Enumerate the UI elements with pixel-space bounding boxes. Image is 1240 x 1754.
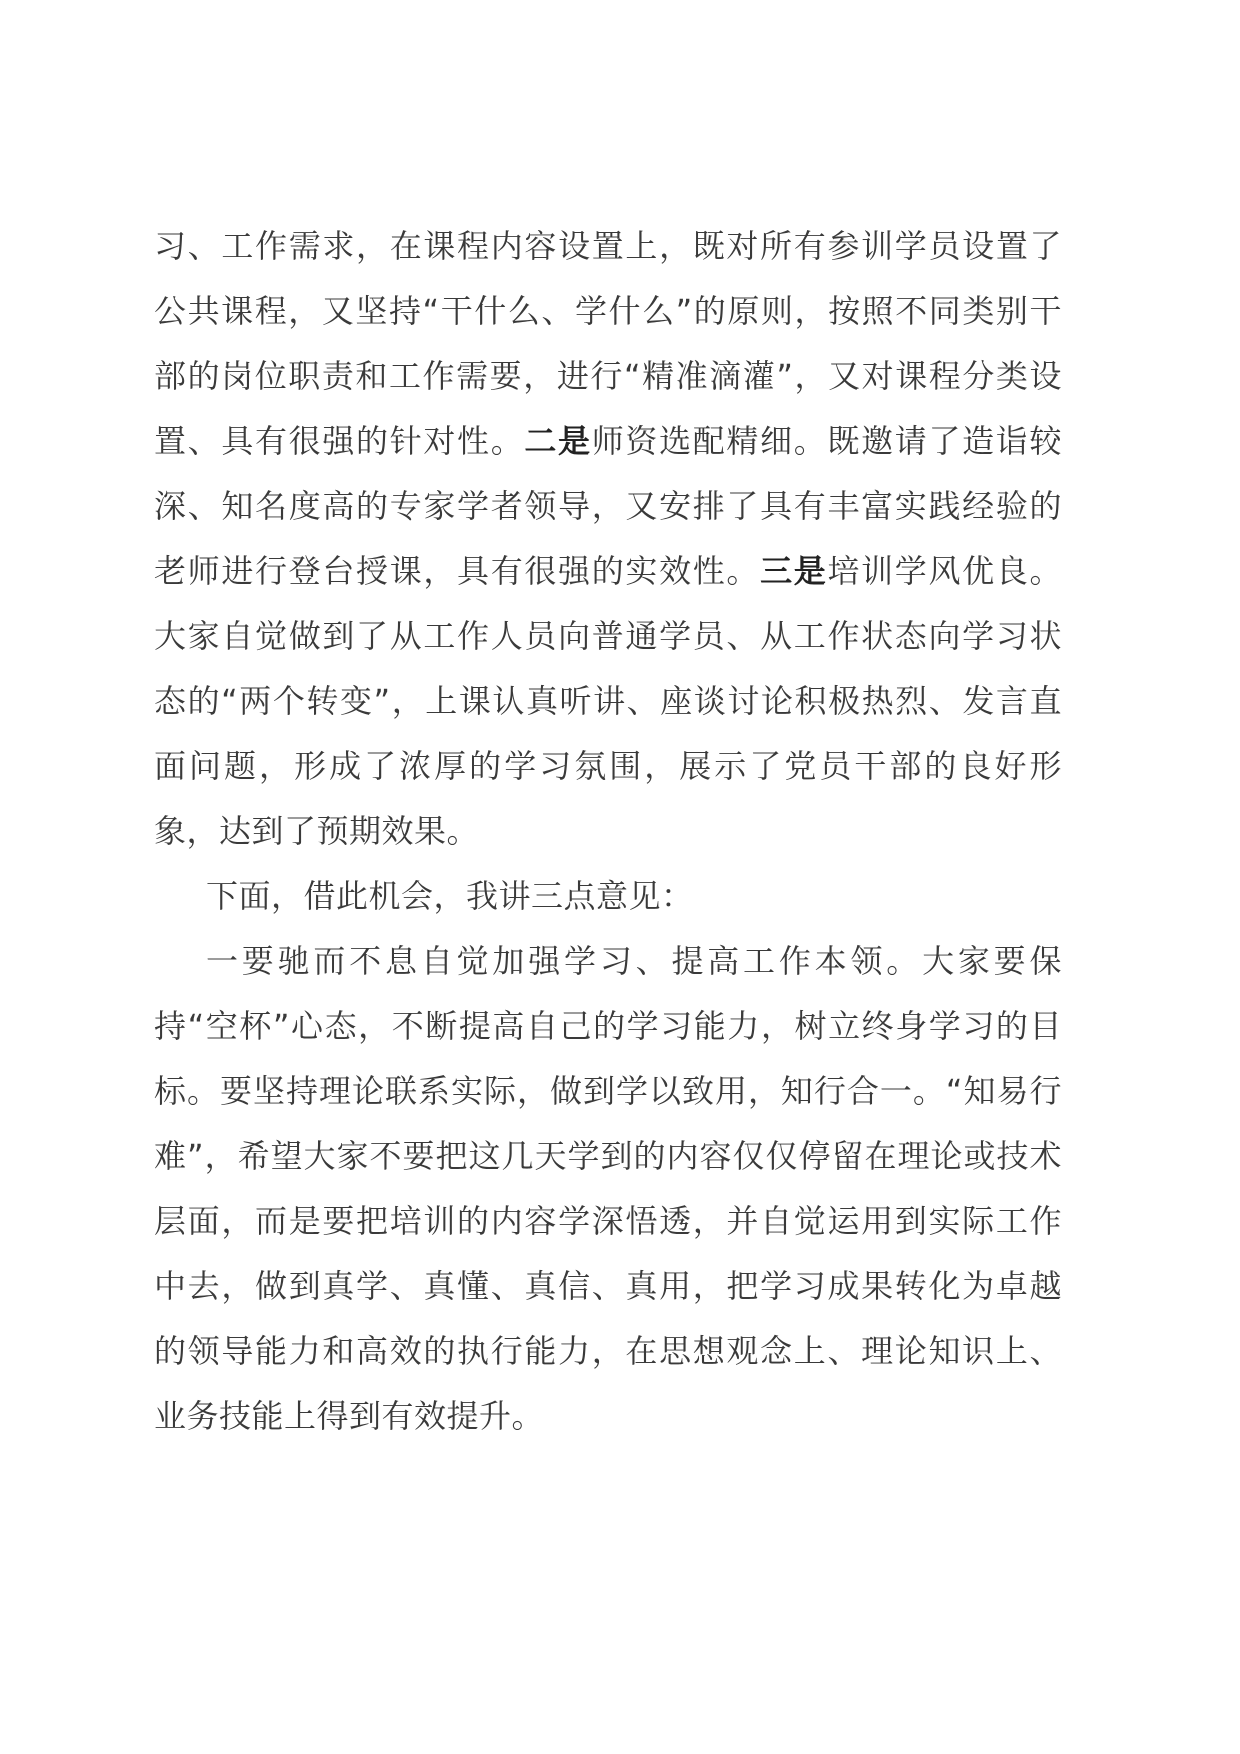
body-text <box>154 214 1062 1449</box>
bold-marker-third: 三是 <box>760 552 828 590</box>
paragraph-intro-opinions: 下面，借此机会，我讲三点意见： <box>206 877 694 915</box>
paragraph-training-review <box>154 214 1062 864</box>
text-segment: 培训学风优良。大家自觉做到了从工作人员向普通学员、从工作状态向学习状态的“两个转变”，上课认真听讲、座谈讨论积极热烈、发言直面问题，形成了浓厚的学习氛围，展示了党员干部的良好形象，达到了预期效果。 <box>154 552 1062 850</box>
text-segment: 师资选配精细。既邀请了造诣较深、知名度高的专家学者领导，又安排了具有丰富实践经验的老师进行登台授课，具有很强的实效性。 <box>154 422 1062 590</box>
text-segment: 习、工作需求，在课程内容设置上，既对所有参训学员设置了公共课程，又坚持“干什么、学什么”的原则，按照不同类别干部的岗位职责和工作需要，进行“精准滴灌”，又对课程分类设置、具有很强的针对性。 <box>154 227 1062 460</box>
bold-marker-second: 二是 <box>524 422 592 460</box>
paragraph-opinion-one: 一要驰而不息自觉加强学习、提高工作本领。大家要保持“空杯”心态，不断提高自己的学习能力，树立终身学习的目标。要坚持理论联系实际，做到学以致用，知行合一。“知易行难”，希望大家不要把这几天学到的内容仅仅停留在理论或技术层面，而是要把培训的内容学深悟透，并自觉运用到实际工作中去，做到真学、真懂、真信、真用，把学习成果转化为卓越的领导能力和高效的执行能力，在思想观念上、理论知识上、业务技能上得到有效提升。 <box>154 942 1062 1435</box>
